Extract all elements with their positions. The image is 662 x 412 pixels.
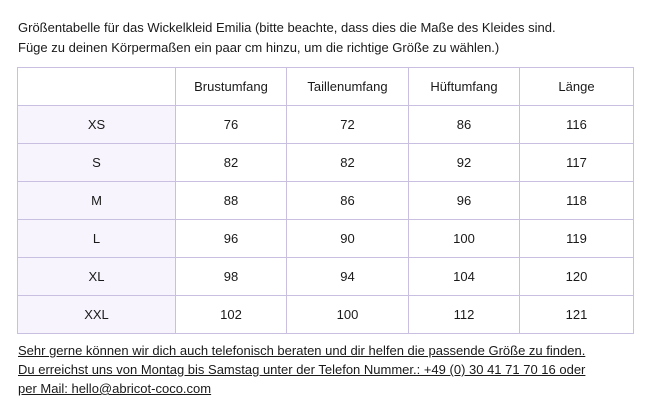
header-brustumfang: Brustumfang — [176, 68, 287, 106]
table-cell: 96 — [176, 220, 287, 258]
table-row — [18, 296, 634, 334]
table-cell: 100 — [287, 296, 409, 334]
table-cell: 72 — [287, 106, 409, 144]
table-cell: 86 — [287, 182, 409, 220]
contact-line-2: Du erreichst uns von Montag bis Samstag unter der Telefon Nummer.: +49 (0) 30 41 71 70 16 oder — [18, 362, 586, 377]
table-cell: 104 — [409, 258, 520, 296]
table-cell: 96 — [409, 182, 520, 220]
table-header-row — [18, 68, 634, 106]
table-cell: 112 — [409, 296, 520, 334]
table-cell: 116 — [520, 106, 634, 144]
table-row — [18, 144, 634, 182]
intro-line-2: Füge zu deinen Körpermaßen ein paar cm hinzu, um die richtige Größe zu wählen.) — [18, 40, 500, 55]
table-cell: 118 — [520, 182, 634, 220]
table-cell: 76 — [176, 106, 287, 144]
header-hueftumfang: Hüftumfang — [409, 68, 520, 106]
size-label: XL — [18, 258, 176, 296]
table-row — [18, 106, 634, 144]
table-cell: 82 — [176, 144, 287, 182]
header-taillenumfang: Taillenumfang — [287, 68, 409, 106]
table-cell: 88 — [176, 182, 287, 220]
size-label: S — [18, 144, 176, 182]
header-laenge: Länge — [520, 68, 634, 106]
size-table — [17, 67, 634, 334]
table-cell: 94 — [287, 258, 409, 296]
table-cell: 102 — [176, 296, 287, 334]
table-cell: 121 — [520, 296, 634, 334]
table-cell: 86 — [409, 106, 520, 144]
table-cell: 117 — [520, 144, 634, 182]
contact-note — [18, 341, 648, 398]
table-cell: 90 — [287, 220, 409, 258]
table-row — [18, 258, 634, 296]
size-label: XS — [18, 106, 176, 144]
table-cell: 92 — [409, 144, 520, 182]
table-row — [18, 182, 634, 220]
header-cell-empty — [18, 68, 176, 106]
contact-line-3[interactable]: per Mail: hello@abricot-coco.com — [18, 381, 212, 396]
table-cell: 119 — [520, 220, 634, 258]
table-cell: 120 — [520, 258, 634, 296]
table-cell: 100 — [409, 220, 520, 258]
size-label: M — [18, 182, 176, 220]
intro-line-1: Größentabelle für das Wickelkleid Emilia (bitte beachte, dass dies die Maße des Kleides sind. — [18, 20, 556, 35]
contact-line-1: Sehr gerne können wir dich auch telefonisch beraten und dir helfen die passende Größe zu finden. — [18, 343, 586, 358]
table-cell: 82 — [287, 144, 409, 182]
size-label: L — [18, 220, 176, 258]
size-label: XXL — [18, 296, 176, 334]
table-row — [18, 220, 634, 258]
intro-text — [18, 18, 648, 58]
table-cell: 98 — [176, 258, 287, 296]
